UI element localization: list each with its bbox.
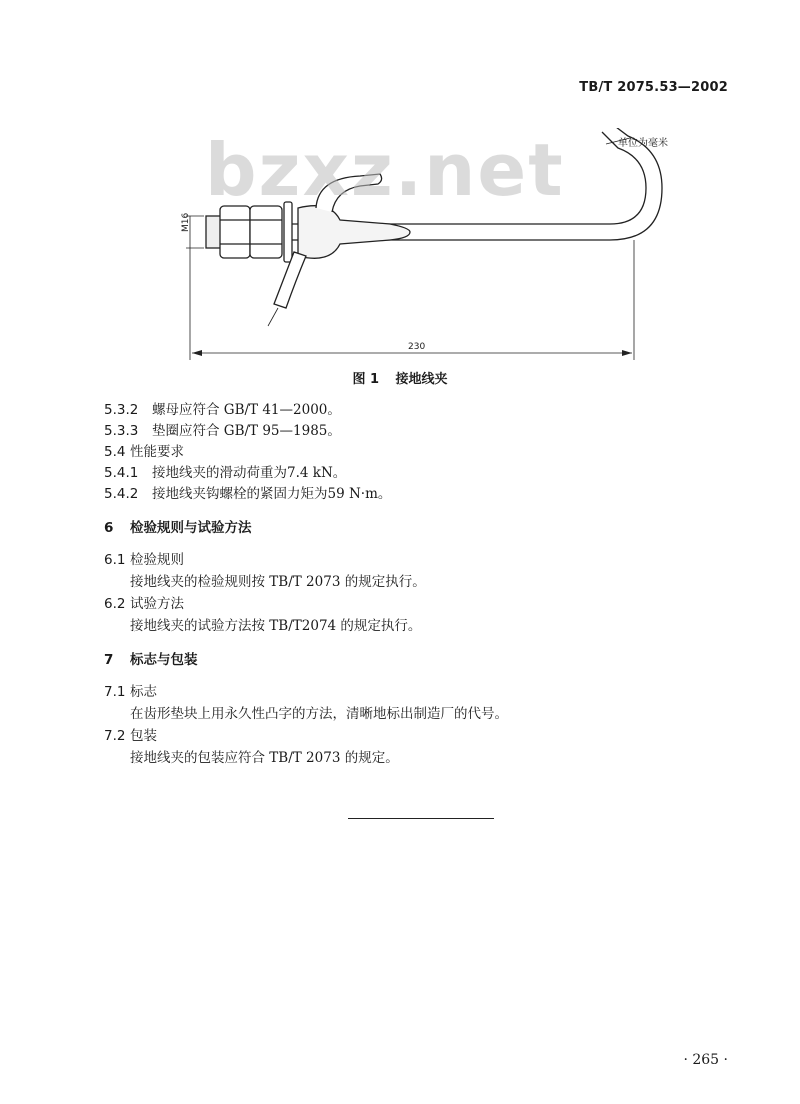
clause-7-2-text: 接地线夹的包装应符合 TB/T 2073 的规定。 [130, 750, 399, 766]
clause-text: 接地线夹的滑动荷重为7.4 kN。 [152, 465, 347, 481]
hex-nut-1 [220, 206, 250, 258]
clause-title: 标志 [130, 684, 157, 700]
clamp-body [298, 206, 410, 259]
end-rule [348, 818, 494, 819]
section-title: 标志与包装 [130, 652, 198, 668]
figure-caption-label: 图 1 [352, 372, 380, 387]
clause-5-3-3 [104, 419, 341, 439]
clause-6-1-text: 接地线夹的检验规则按 TB/T 2073 的规定执行。 [130, 574, 426, 590]
clause-number: 6.2 [104, 596, 126, 612]
figure-caption [0, 368, 800, 387]
clause-number: 5.4.1 [104, 465, 139, 481]
dim-thread-label: M16 [181, 212, 191, 232]
clause-title: 检验规则 [130, 552, 184, 568]
clause-text: 垫圈应符合 GB/T 95—1985。 [152, 423, 341, 439]
clause-text: 螺母应符合 GB/T 41—2000。 [152, 402, 341, 418]
clause-number: 5.4.2 [104, 486, 139, 502]
clause-6-1 [104, 548, 184, 568]
section-6-heading [104, 516, 252, 536]
clause-number: 5.3.3 [104, 423, 139, 439]
standard-code: TB/T 2075.53—2002 [579, 80, 728, 95]
clause-5-4-1 [104, 461, 346, 481]
clause-number: 5.4 [104, 444, 126, 460]
clause-number: 6.1 [104, 552, 126, 568]
clause-number: 7.2 [104, 728, 126, 744]
section-title: 检验规则与试验方法 [130, 520, 252, 536]
clause-7-1 [104, 680, 157, 700]
clause-5-4 [104, 440, 184, 460]
clause-6-2 [104, 592, 184, 612]
clause-number: 5.3.2 [104, 402, 139, 418]
clause-7-2 [104, 724, 157, 744]
clause-7-1-text: 在齿形垫块上用永久性凸字的方法，清晰地标出制造厂的代号。 [130, 706, 508, 722]
unit-note: 单位为毫米 [618, 138, 668, 149]
section-7-heading [104, 648, 198, 668]
dim-length-label: 230 [408, 342, 426, 352]
clause-number: 7.1 [104, 684, 126, 700]
clause-5-4-2 [104, 482, 391, 502]
page-number: · 265 · [683, 1052, 728, 1068]
watermark-logo: bzxz.net [205, 128, 565, 212]
clause-5-3-2 [104, 398, 341, 418]
clause-6-2-text: 接地线夹的试验方法按 TB/T2074 的规定执行。 [130, 618, 422, 634]
clause-text: 接地线夹钩螺栓的紧固力矩为59 N·m。 [152, 486, 392, 502]
clause-text: 性能要求 [130, 444, 184, 460]
clause-title: 包装 [130, 728, 157, 744]
section-number: 7 [104, 652, 114, 668]
clause-title: 试验方法 [130, 596, 184, 612]
hex-nut-2 [250, 206, 282, 258]
figure-caption-title: 接地线夹 [395, 372, 448, 387]
section-number: 6 [104, 520, 114, 536]
